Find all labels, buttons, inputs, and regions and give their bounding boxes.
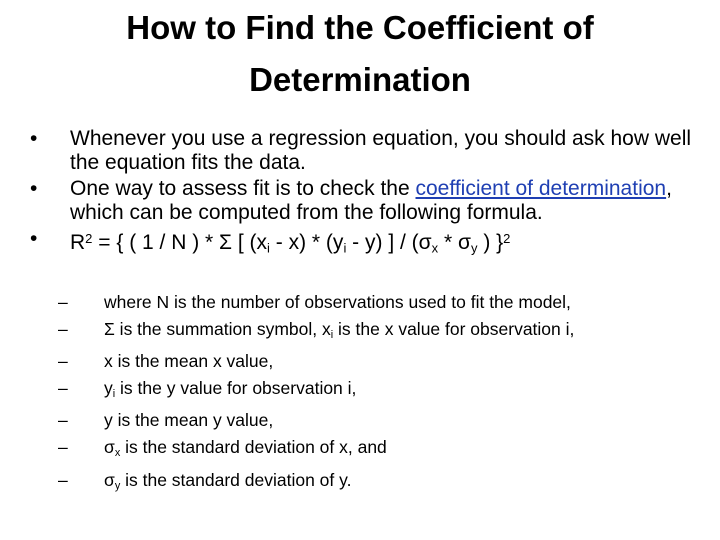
sub-item-sub: i xyxy=(112,387,116,400)
sub-item-text: y is the mean y value, xyxy=(104,410,274,431)
sub-item-sub: y xyxy=(114,479,121,492)
dash-marker: – xyxy=(58,469,68,490)
sub-item-text: σ xyxy=(104,469,115,490)
title-line-1: How to Find the Coefficient of xyxy=(126,9,594,46)
formula-sup: 2 xyxy=(85,231,93,246)
sub-item-text: y xyxy=(104,377,113,398)
bullet-assess-fit xyxy=(30,177,710,225)
formula-part: = { ( 1 / N ) * Σ [ (x xyxy=(92,230,268,254)
formula-part: * σ xyxy=(438,230,471,254)
bullet-formula xyxy=(30,227,710,260)
formula-sub: i xyxy=(343,240,347,256)
sub-item xyxy=(58,316,698,349)
sub-item-text: is the standard deviation of y. xyxy=(120,469,352,490)
sub-item xyxy=(58,348,698,375)
sub-item-text: σ xyxy=(104,437,115,458)
dash-marker: – xyxy=(58,318,68,339)
sub-item-text: is the standard deviation of x, and xyxy=(120,437,387,458)
sub-item xyxy=(58,375,698,408)
sub-item xyxy=(58,289,698,316)
bullet-text-pre: One way to assess fit is to check the xyxy=(70,177,416,200)
sub-item xyxy=(58,434,698,467)
sub-item-sub: x xyxy=(114,447,121,460)
formula-part: ) } xyxy=(477,230,504,254)
bullet-text-post: , which can be computed from the following formula. xyxy=(70,177,672,224)
sub-item-text: x is the mean x value, xyxy=(104,351,274,372)
slide-title xyxy=(60,2,660,106)
coefficient-of-determination-link[interactable]: coefficient of determination xyxy=(415,177,667,200)
formula-r: R xyxy=(70,230,86,254)
sub-item-text: where N is the number of observations used to fit the model, xyxy=(104,292,571,312)
bullet-regression-fit xyxy=(30,127,710,175)
formula-part: - y) ] / (σ xyxy=(346,230,432,254)
bullet-marker: • xyxy=(30,127,38,150)
sub-item-text: is the y value for observation i, xyxy=(115,377,357,398)
formula-sup: 2 xyxy=(503,231,511,246)
bullet-text: Whenever you use a regression equation, you should ask how well the equation fits the data. xyxy=(70,127,692,174)
formula xyxy=(70,231,510,254)
title-line-2: Determination xyxy=(249,61,471,98)
sub-bullet-list xyxy=(58,289,698,499)
sub-item-text: is the x value for observation i, xyxy=(333,318,575,339)
formula-part: - x) * (y xyxy=(269,230,344,254)
dash-marker: – xyxy=(58,351,68,372)
dash-marker: – xyxy=(58,377,68,398)
formula-sub: x xyxy=(431,240,439,256)
formula-sub: y xyxy=(470,240,478,256)
bullet-list xyxy=(30,127,710,260)
dash-marker: – xyxy=(58,410,68,431)
bullet-marker: • xyxy=(30,227,38,250)
sub-item-text: Σ is the summation symbol, x xyxy=(104,318,331,339)
sub-item xyxy=(58,467,698,500)
sub-item xyxy=(58,407,698,434)
dash-marker: – xyxy=(58,437,68,458)
dash-marker: – xyxy=(58,292,68,312)
bullet-marker: • xyxy=(30,177,38,200)
sub-item-sub: i xyxy=(330,328,334,341)
formula-sub: i xyxy=(267,240,270,256)
